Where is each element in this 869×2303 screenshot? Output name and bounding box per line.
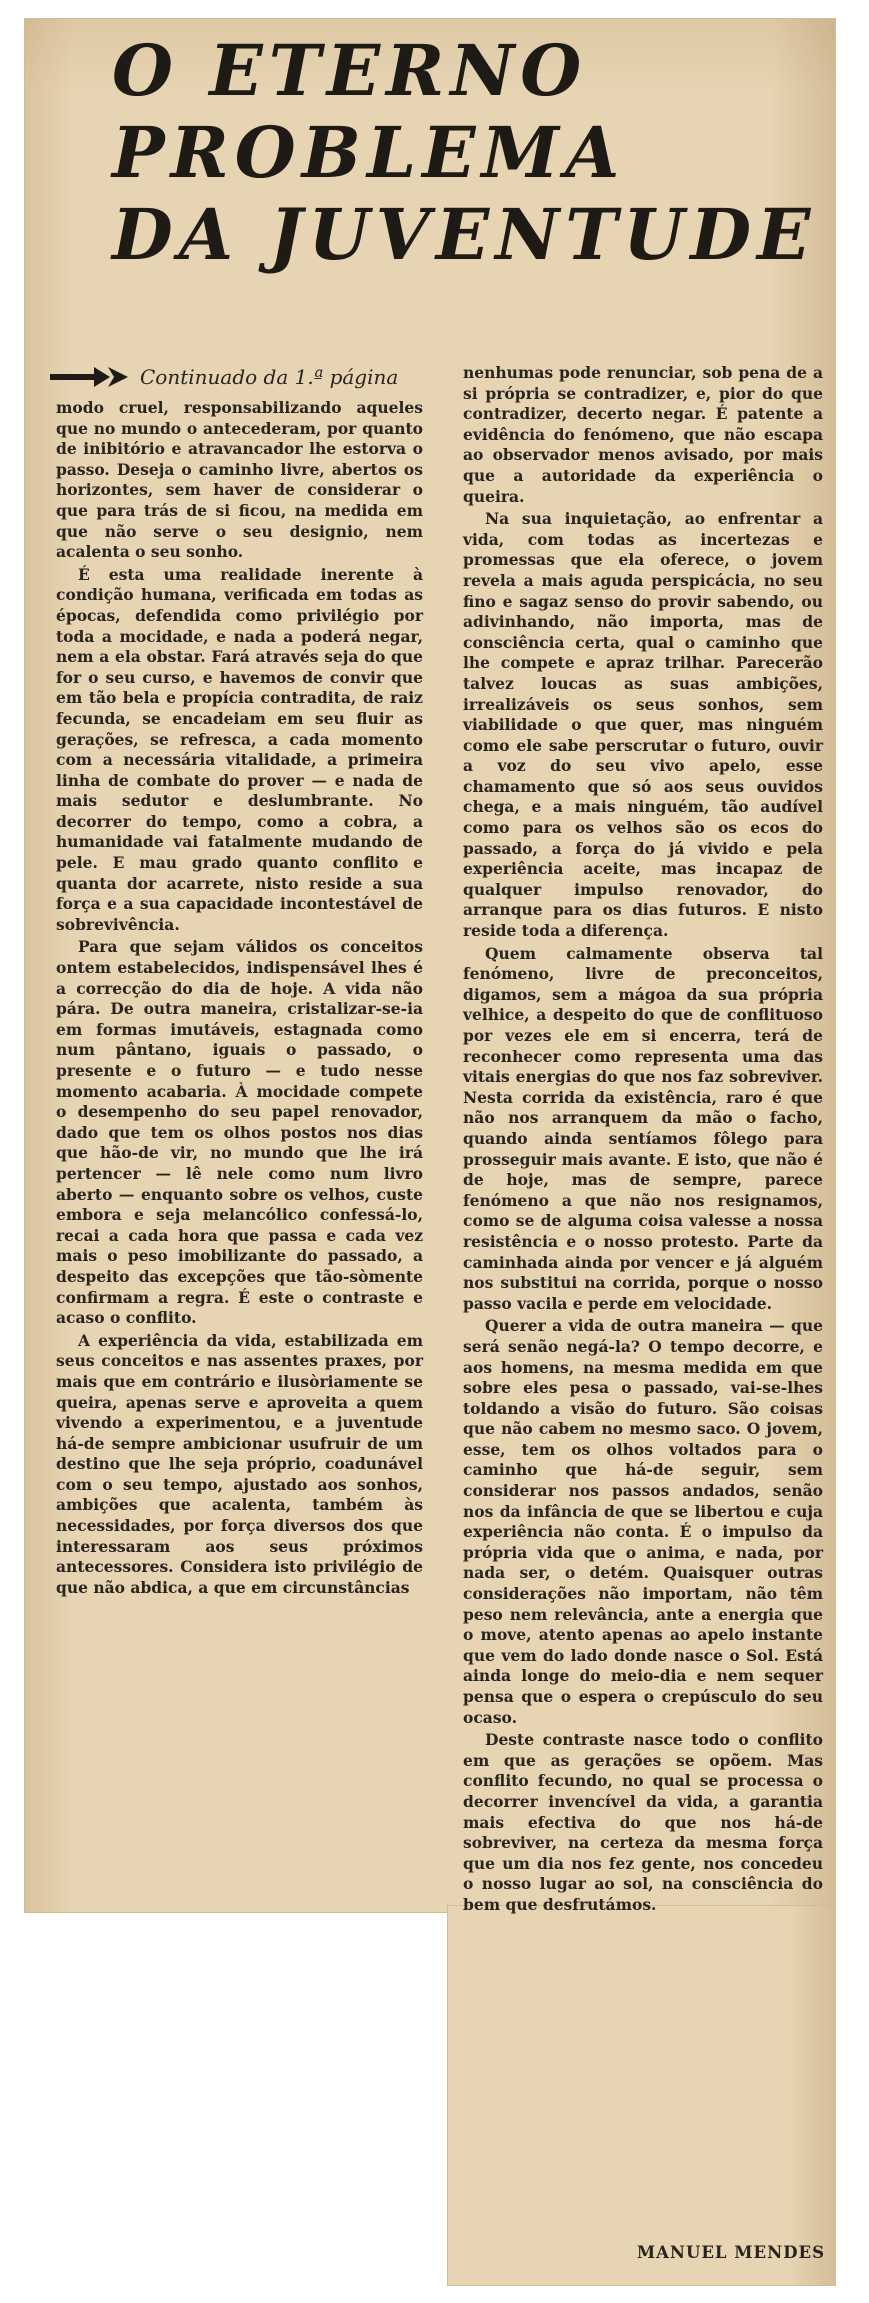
paragraph: Querer a vida de outra maneira — que será senão negá-la? O tempo decorre, e aos homens, na mesma medida em que sobre eles pesa o passado, vai-se-lhes toldando a visão do futuro. São coisas que não cabem no mesmo saco. O jovem, esse, tem os olhos voltados para o caminho que há-de seguir, sem considerar nos passos andados, senão nos da infância de que se libertou e cuja experiência não conta. É o impulso da própria vida que o anima, e nada, por nada ser, o detém. Quaisquer outras considerações não importam, não têm peso nem relevância, ante a energia que o move, atento apenas ao apelo instante que vem do lado donde nasce o Sol. Está ainda longe do meio-dia e nem sequer pensa que o espera o crepúsculo do seu ocaso. (463, 1316, 823, 1727)
double-arrow-icon (50, 365, 128, 389)
author-signature: MANUEL MENDES (636, 2243, 825, 2262)
newspaper-clipping-bottom (447, 1905, 836, 2286)
continued-from-label: Continuado da 1.ª página (140, 365, 399, 389)
headline-line-3: DA JUVENTUDE (112, 193, 817, 276)
article-headline (112, 30, 832, 276)
headline-line-2: PROBLEMA (112, 111, 626, 194)
paragraph: Deste contraste nasce todo o conflito em que as gerações se opõem. Mas conflito fecundo, no qual se processa o decorrer invencível da vida, a garantia mais efectiva do que nos há-de sobreviver, na certeza da mesma força que um dia nos fez gente, nos concedeu o nosso lugar ao sol, na consciência do bem que desfrutámos. (463, 1730, 823, 1914)
paragraph: Na sua inquietação, ao enfrentar a vida, com todas as incertezas e promessas que ela oferece, o jovem revela a mais aguda perspicácia, no seu fino e sagaz senso do provir sabendo, ou adivinhando, não importa, mas de consciência certa, qual o caminho que lhe compete e apraz trilhar. Parecerão talvez loucas as suas ambições, irrealizáveis os seus sonhos, sem viabilidade o que quer, mas ninguém como ele sabe perscrutar o futuro, ouvir a voz do seu vivo apelo, esse chamamento que só aos seus ouvidos chega, e a mais ninguém, tão audível como para os velhos são os ecos do passado, a força do já vivido e pela experiência aceite, mas incapaz de qualquer impulso renovador, do arranque para os dias futuros. E nisto reside toda a diferença. (463, 509, 823, 941)
paragraph: modo cruel, responsabilizando aqueles que no mundo o antecederam, por quanto de inibitório e atravancador lhe estorva o passo. Deseja o caminho livre, abertos os horizontes, sem haver de considerar o que para trás de si ficou, na medida em que não serve o seu designio, nem acalenta o seu sonho. (56, 398, 423, 562)
article-column-left (56, 398, 423, 1598)
headline-line-1: O ETERNO (112, 29, 588, 112)
continued-from-line (50, 360, 430, 394)
paragraph: É esta uma realidade inerente à condição humana, verificada em todas as épocas, defendida como privilégio por toda a mocidade, e nada a poderá negar, nem a ela obstar. Fará através seja do que for o seu curso, e havemos de convir que em tão bela e propícia contradita, de raiz fecunda, se encadeiam em seu fluir as gerações, se refresca, a cada momento com a necessária vitalidade, a primeira linha de combate do prover — e nada de mais sedutor e deslumbrante. No decorrer do tempo, como a cobra, a humanidade vai fatalmente mudando de pele. E mau grado quanto conflito e quanta dor acarrete, nisto reside a sua força e a sua capacidade incontestável de sobrevivência. (56, 564, 423, 934)
paragraph: nenhumas pode renunciar, sob pena de a si própria se contradizer, e, pior do que contradizer, decerto negar. É patente a evidência do fenómeno, que não escapa ao observador menos avisado, por mais que a autoridade da experiência o queira. (463, 363, 823, 506)
paragraph: Para que sejam válidos os conceitos ontem estabelecidos, indispensável lhes é a correcção do dia de hoje. A vida não pára. De outra maneira, cristalizar-se-ia em formas imutáveis, estagnada como num pântano, iguais o passado, o presente e o futuro — e tudo nesse momento acabaria. À mocidade compete o desempenho do seu papel renovador, dado que tem os olhos postos nos dias que hão-de vir, no mundo que lhe irá pertencer — lê nele como num livro aberto — enquanto sobre os velhos, custe embora e seja melancólico confessá-lo, recai a cada hora que passa e cada vez mais o peso imobilizante do passado, a despeito das excepções que tão-sòmente confirmam a regra. É este o contraste e acaso o conflito. (56, 937, 423, 1328)
article-column-right (463, 363, 823, 1916)
paragraph: Quem calmamente observa tal fenómeno, livre de preconceitos, digamos, sem a mágoa da sua própria velhice, a despeito do que de conflituoso por vezes ele em si encerra, terá de reconhecer como representa uma das vitais energias do que nos faz sobreviver. Nesta corrida da existência, raro é que não nos arranquem da mão o facho, quando ainda sentíamos fôlego para prosseguir mais avante. E isto, que não é de hoje, mas de sempre, parece fenómeno a que não nos resignamos, como se de alguma coisa valesse a nossa resistência e o nosso protesto. Parte da caminhada ainda por vencer e já alguém nos substitui na corrida, porque o nosso passo vacila e perde em velocidade. (463, 943, 823, 1313)
paragraph: A experiência da vida, estabilizada em seus conceitos e nas assentes praxes, por mais que em contrário e ilusòriamente se queira, apenas serve e aproveita a quem vivendo a experimentou, e a juventude há-de sempre ambicionar usufruir de um destino que lhe seja próprio, coadunável com o seu tempo, ajustado aos sonhos, ambições que acalenta, também às necessidades, por força diversos dos que interessaram aos seus próximos antecessores. Considera isto privilégio de que não abdica, a que em circunstâncias (56, 1330, 423, 1597)
